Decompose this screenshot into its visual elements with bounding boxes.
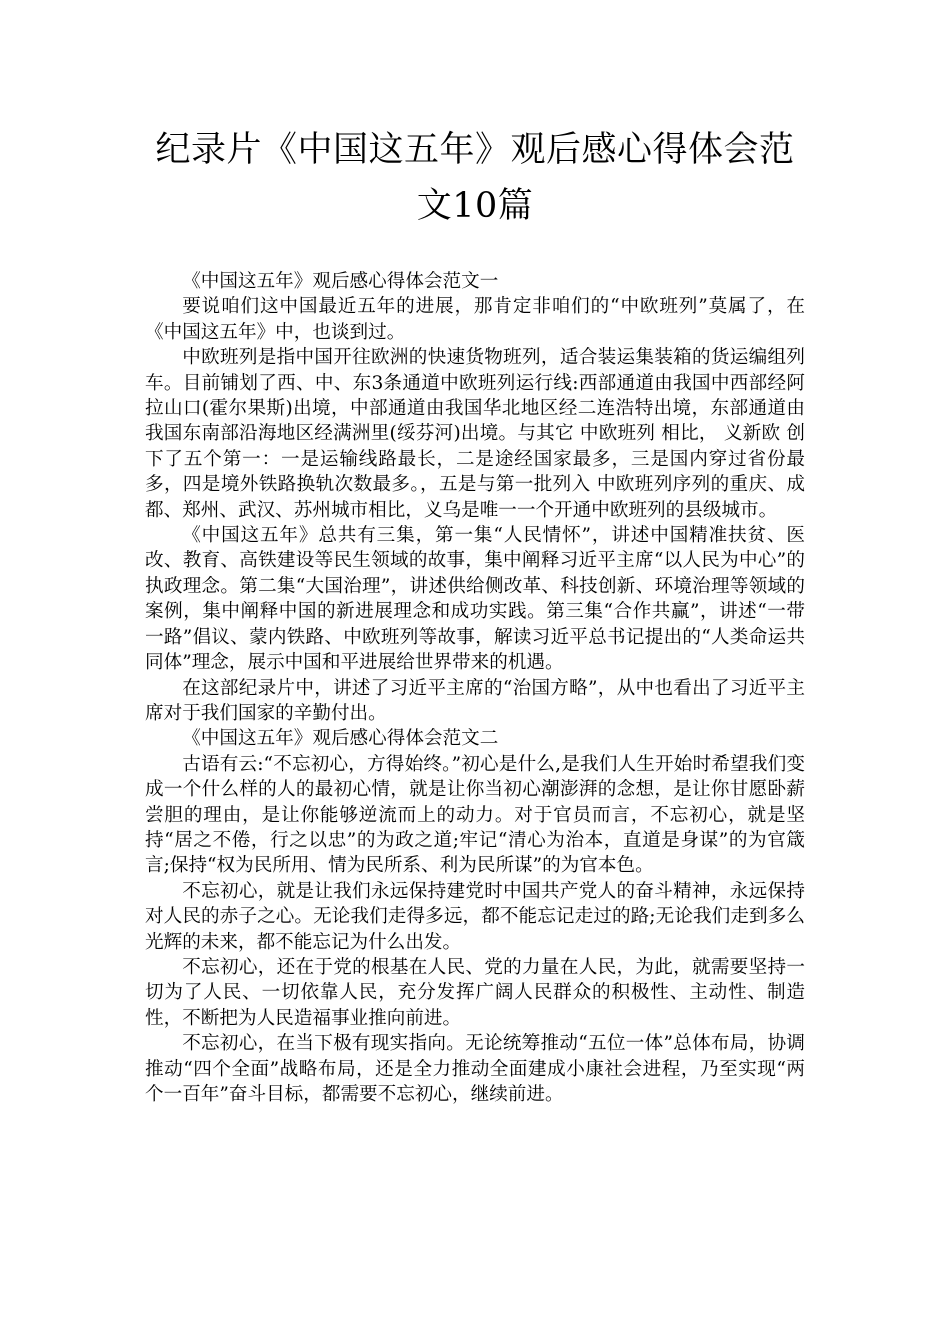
paragraph: 中欧班列是指中国开往欧洲的快速货物班列，适合装运集装箱的货运编组列车。目前铺划了西、中、东3条通道中欧班列运行线:西部通道由我国中西部经阿拉山口(霍尔果斯)出境，中部通道由我国华北地区经二连浩特出境，东部通道由我国东南部沿海地区经满洲里(绥芬河)出境。与其它 中欧班列 相比， 义新欧 创下了五个第一：一是运输线路最长，二是途经国家最多，三是国内穿过省份最多，四是境外铁路换轨次数最多。，五是与第一批列入 中欧班列序列的重庆、成都、郑州、武汉、苏州城市相比，义乌是唯一一个开通中欧班列的县级城市。 xyxy=(145,347,805,521)
section-heading-1: 《中国这五年》观后感心得体会范文一 xyxy=(182,271,499,292)
paragraph: 不忘初心，在当下极有现实指向。无论统筹推动“五位一体”总体布局，协调推动“四个全面”战略布局，还是全力推动全面建成小康社会进程，乃至实现“两个一百年”奋斗目标，都需要不忘初心，继续前进。 xyxy=(145,1033,805,1105)
paragraph: 要说咱们这中国最近五年的进展，那肯定非咱们的“中欧班列”莫属了，在《中国这五年》中，也谈到过。 xyxy=(145,296,805,343)
paragraph: 古语有云:“不忘初心，方得始终。”初心是什么,是我们人生开始时希望我们变成一个什么样的人的最初心情，就是让你当初心潮澎湃的念想，是让你甘愿卧薪尝胆的理由，是让你能够逆流而上的动力。对于官员而言，不忘初心，就是坚持“居之不倦，行之以忠”的为政之道;牢记“清心为治本，直道是身谋”的为官箴言;保持“权为民所用、情为民所系、利为民所谋”的为官本色。 xyxy=(145,753,805,877)
title-line-1: 纪录片《中国这五年》观后感心得体会范 xyxy=(155,130,795,170)
document-body xyxy=(145,269,805,1107)
paragraph: 不忘初心，还在于党的根基在人民、党的力量在人民，为此，就需要坚持一切为了人民、一切依靠人民，充分发挥广阔人民群众的积极性、主动性、制造性，不断把为人民造福事业推向前进。 xyxy=(145,956,805,1029)
title-line-2: 文10篇 xyxy=(416,186,534,226)
paragraph: 不忘初心，就是让我们永远保持建党时中国共产党人的奋斗精神，永远保持对人民的赤子之心。无论我们走得多远，都不能忘记走过的路;无论我们走到多么光辉的未来，都不能忘记为什么出发。 xyxy=(145,880,805,953)
document-title xyxy=(120,122,830,234)
section-heading-2: 《中国这五年》观后感心得体会范文二 xyxy=(182,728,499,750)
paragraph: 《中国这五年》总共有三集，第一集“人民情怀”，讲述中国精准扶贫、医改、教育、高铁建设等民生领域的故事，集中阐释习近平主席“以人民为中心”的执政理念。第二集“大国治理”，讲述供给侧改革、科技创新、环境治理等领域的案例，集中阐释中国的新进展理念和成功实践。第三集“合作共赢”，讲述“一带一路”倡议、蒙内铁路、中欧班列等故事，解读习近平总书记提出的“人类命运共同体”理念，展示中国和平进展给世界带来的机遇。 xyxy=(145,525,805,674)
paragraph: 在这部纪录片中，讲述了习近平主席的“治国方略”，从中也看出了习近平主席对于我们国家的辛勤付出。 xyxy=(145,677,805,724)
